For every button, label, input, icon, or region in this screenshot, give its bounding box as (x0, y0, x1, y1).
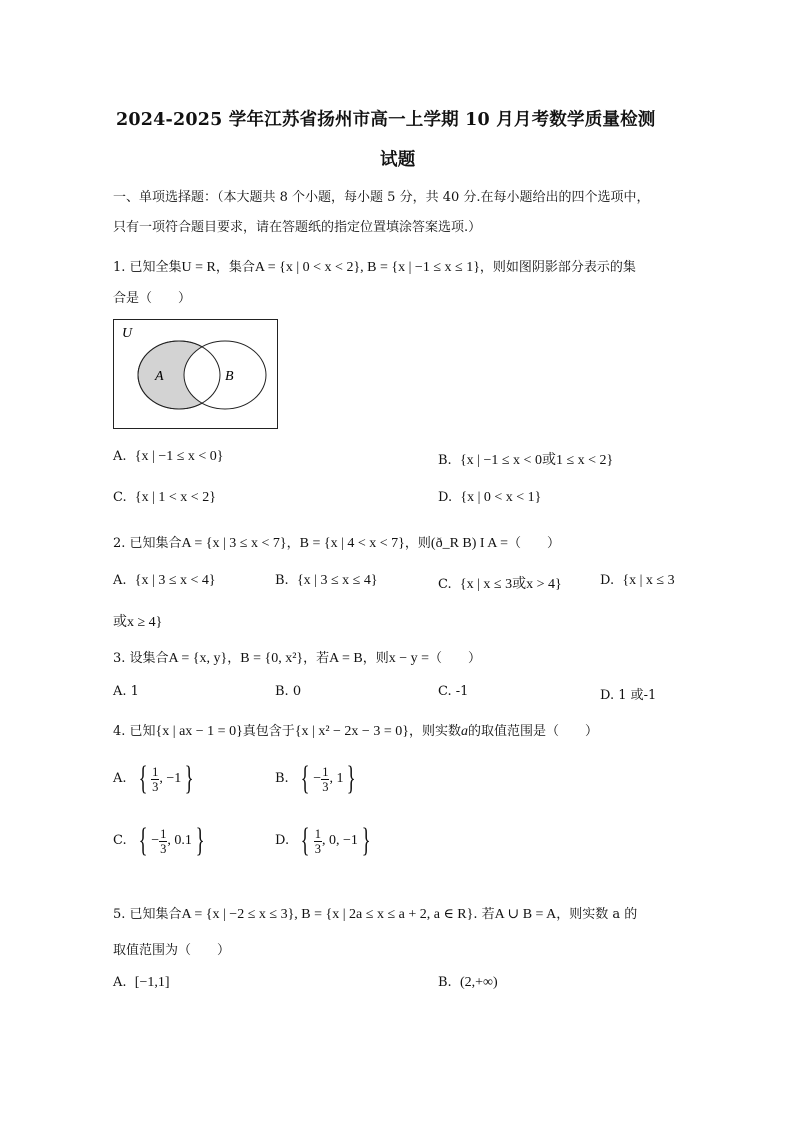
question-4-var: a (460, 724, 468, 739)
option-text: {x | 3 ≤ x < 4} (134, 573, 216, 588)
question-3-set-a: A = {x, y} (168, 651, 228, 666)
question-4-suffix: ，则实数 (408, 724, 461, 739)
option-label: D. (600, 573, 615, 588)
option-label: C. (113, 490, 127, 505)
option-text: {x | 3 ≤ x ≤ 4} (296, 573, 378, 588)
option-rest: , 1 (329, 771, 344, 787)
question-2-set-a: A = {x | 3 ≤ x < 7} (181, 536, 287, 551)
fraction (314, 827, 322, 856)
question-5-mid: . 若 (473, 907, 495, 922)
question-5-suffix: ，则实数 a 的 (556, 907, 638, 922)
question-1-stem (113, 256, 636, 276)
q3-option-c[interactable] (438, 684, 468, 699)
option-text: 1 或-1 (618, 688, 657, 703)
option-label: C. (438, 684, 452, 699)
question-3-prefix: 3. 设集合 (113, 651, 169, 666)
q4-option-b[interactable] (275, 760, 360, 798)
question-3-sep: ， (227, 651, 241, 666)
q2-option-a[interactable] (113, 573, 216, 589)
q2-option-d[interactable] (600, 573, 675, 589)
option-label: A. (113, 684, 127, 699)
q3-option-a[interactable] (113, 684, 139, 699)
question-3-expr: x − y = (388, 651, 430, 666)
fraction-numerator: 1 (160, 826, 167, 841)
option-label: A. (113, 771, 127, 787)
fraction-sign: − (151, 833, 160, 849)
option-text: {x | −1 ≤ x < 0} (134, 449, 224, 464)
option-label: A. (113, 573, 127, 588)
question-3-condition: A = B (329, 651, 363, 666)
question-2-expr: (ð_R B) I A = (430, 536, 509, 551)
document-title-line1: 2024-2025 学年江苏省扬州市高一上学期 10 月月考数学质量检测 (116, 110, 656, 130)
venn-label-a: A (155, 369, 164, 384)
question-1-stem-line2: 合是（ ） (113, 291, 192, 306)
q1-option-c[interactable] (113, 490, 216, 506)
option-text: (2,+∞) (459, 975, 498, 990)
q1-option-a[interactable] (113, 449, 224, 465)
q2-option-c[interactable] (438, 573, 562, 593)
option-text: {x | 0 < x < 1} (460, 490, 542, 505)
fraction-numerator: 1 (322, 764, 329, 779)
fraction-denominator: 3 (160, 841, 167, 856)
option-label: B. (275, 684, 289, 699)
option-rest: , 0, −1 (321, 833, 358, 849)
option-text: {x | x ≤ 3 (622, 573, 675, 588)
option-text: [−1,1] (134, 975, 170, 990)
option-text: 0 (292, 684, 302, 699)
option-label: D. (600, 688, 615, 703)
question-4-suffix2: 的取值范围是（ ） (467, 724, 598, 739)
option-label: D. (438, 490, 453, 505)
option-rest: , 0.1 (167, 833, 192, 849)
option-label: C. (113, 833, 127, 849)
option-label: C. (438, 577, 452, 592)
fraction-numerator: 1 (314, 826, 321, 841)
question-2-suffix: （ ） (508, 536, 561, 551)
option-text: 1 (130, 684, 139, 699)
q4-option-d[interactable] (275, 822, 374, 860)
option-label: B. (275, 771, 289, 787)
fraction-denominator: 3 (314, 841, 321, 856)
question-4-stem (113, 720, 598, 740)
question-5-sets: A = {x | −2 ≤ x ≤ 3}, B = {x | 2a ≤ x ≤ a + 2, a ∈ R} (181, 907, 474, 922)
option-text: -1 (455, 684, 469, 699)
fraction-sign: − (313, 771, 322, 787)
question-2-mid: ，则 (404, 536, 431, 551)
option-text: {x | x ≤ 3或x > 4} (459, 577, 562, 592)
question-3-suffix: （ ） (429, 651, 482, 666)
question-5-stem (113, 903, 637, 923)
question-2-stem (113, 532, 560, 552)
option-text: { $\frac{1}{3}$ , −1 } (138, 760, 194, 797)
option-label: A. (113, 449, 127, 464)
option-rest: , −1 (159, 771, 182, 787)
question-4-set2: {x | x² − 2x − 3 = 0} (294, 724, 409, 739)
question-1-universe: U = R (181, 260, 216, 275)
venn-diagram (113, 319, 279, 430)
option-label: A. (113, 975, 127, 990)
question-2-set-b: B = {x | 4 < x < 7} (299, 536, 405, 551)
option-text: { − $\frac{1}{3}$ , 1 } (300, 760, 357, 797)
option-label: B. (275, 573, 289, 588)
fraction-numerator: 1 (152, 764, 159, 779)
q4-option-c[interactable] (113, 822, 208, 860)
option-text: {x | −1 ≤ x < 0或1 ≤ x < 2} (459, 453, 614, 468)
q2-option-b[interactable] (275, 573, 378, 589)
document-title-line2: 试题 (380, 150, 416, 170)
question-1-mid: ，集合 (215, 260, 255, 275)
q5-option-b[interactable] (438, 975, 498, 991)
question-1-suffix: ，则如图阴影部分表示的集 (479, 260, 636, 275)
question-3-mid: ，若 (303, 651, 330, 666)
fraction-denominator: 3 (322, 779, 329, 794)
q1-option-d[interactable] (438, 490, 541, 506)
q3-option-d[interactable] (600, 684, 656, 703)
section-header-line2: 只有一项符合题目要求，请在答题纸的指定位置填涂答案选项.） (113, 220, 482, 235)
question-4-mid: 真包含于 (242, 724, 295, 739)
question-3-stem (113, 647, 481, 667)
option-label: B. (438, 453, 452, 468)
q4-option-a[interactable] (113, 760, 198, 798)
venn-label-b: B (225, 369, 234, 384)
question-5-stem-line2: 取值范围为（ ） (113, 943, 231, 958)
option-text: { − $\frac{1}{3}$ , 0.1 } (138, 822, 205, 859)
question-5-prefix: 5. 已知集合 (113, 907, 182, 922)
question-1-sets: A = {x | 0 < x < 2}, B = {x | −1 ≤ x ≤ 1} (254, 260, 480, 275)
q2-option-d-continued: 或x ≥ 4} (113, 615, 163, 630)
section-header-line1: 一、单项选择题：（本大题共 8 个小题，每小题 5 分，共 40 分.在每小题给出的四个选项中， (113, 190, 650, 205)
option-text: { $\frac{1}{3}$ , 0, −1 } (301, 822, 371, 859)
question-2-prefix: 2. 已知集合 (113, 536, 182, 551)
question-4-prefix: 4. 已知 (113, 724, 156, 739)
question-5-condition: A ∪ B = A (494, 907, 557, 922)
q1-option-b[interactable] (438, 449, 613, 469)
question-3-mid2: ，则 (362, 651, 389, 666)
q3-option-b[interactable] (275, 684, 301, 699)
q5-option-a[interactable] (113, 975, 170, 991)
question-2-sep: ， (286, 536, 300, 551)
option-label: D. (275, 833, 290, 849)
fraction-denominator: 3 (152, 779, 159, 794)
venn-label-u: U (122, 326, 133, 341)
question-4-set1: {x | ax − 1 = 0} (155, 724, 243, 739)
question-1-prefix: 1. 已知全集 (113, 260, 182, 275)
question-3-set-b: B = {0, x²} (240, 651, 304, 666)
option-label: B. (438, 975, 452, 990)
option-text: {x | 1 < x < 2} (134, 490, 216, 505)
